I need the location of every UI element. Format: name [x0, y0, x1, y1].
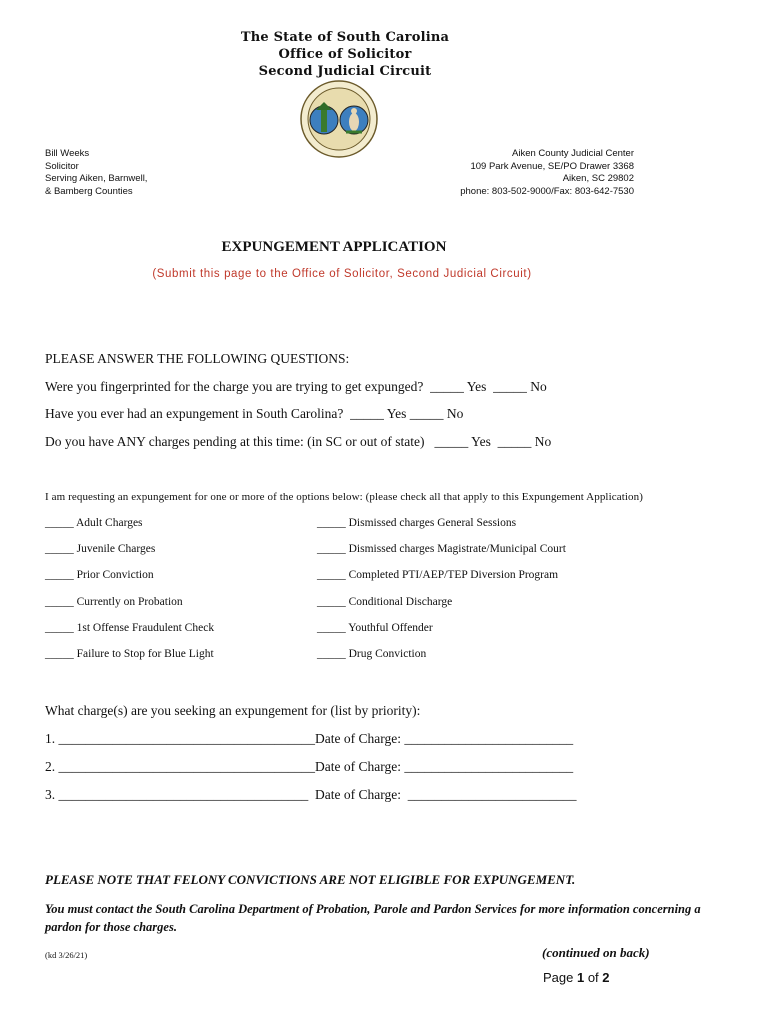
header-circuit: Second Judicial Circuit — [258, 64, 432, 79]
option-dismissed-magistrate[interactable]: _____ Dismissed charges Magistrate/Municipal Court — [317, 543, 566, 555]
page-of: of — [584, 970, 603, 985]
charge-line-3[interactable]: 3. _____________________________________ Date of Charge: _________________________ — [45, 787, 577, 802]
solicitor-serving: Serving Aiken, Barnwell, — [45, 173, 148, 184]
page-number — [543, 970, 610, 985]
option-on-probation[interactable]: _____ Currently on Probation — [45, 596, 183, 608]
charge-line-2[interactable]: 2. ______________________________________Date of Charge: _________________________ — [45, 759, 574, 774]
option-diversion-program[interactable]: _____ Completed PTI/AEP/TEP Diversion Program — [317, 569, 559, 581]
office-block — [460, 148, 634, 198]
page-current: 1 — [576, 970, 585, 985]
question-fingerprinted[interactable]: Were you fingerprinted for the charge you are trying to get expunged? _____ Yes _____ No — [45, 379, 547, 394]
questions-heading: PLEASE ANSWER THE FOLLOWING QUESTIONS: — [45, 351, 350, 366]
office-street: 109 Park Avenue, SE/PO Drawer 3368 — [470, 160, 634, 172]
option-conditional-discharge[interactable]: _____ Conditional Discharge — [317, 596, 453, 608]
option-blue-light[interactable]: _____ Failure to Stop for Blue Light — [45, 648, 214, 660]
header-state: The State of South Carolina — [240, 30, 450, 45]
felony-note: PLEASE NOTE THAT FELONY CONVICTIONS ARE NOT ELIGIBLE FOR EXPUNGEMENT. — [45, 872, 576, 887]
options-intro: I am requesting an expungement for one or more of the options below: (please check all that apply to this Expungement Application) — [45, 491, 643, 503]
option-juvenile-charges[interactable]: _____ Juvenile Charges — [45, 543, 156, 555]
office-name: Aiken County Judicial Center — [512, 148, 634, 159]
revision-code: (kd 3/26/21) — [45, 950, 88, 960]
solicitor-title: Solicitor — [45, 160, 79, 172]
pardon-note: You must contact the South Carolina Department of Probation, Parole and Pardon Services for more information concerning a pardon for those charges. — [45, 902, 701, 934]
option-drug-conviction[interactable]: _____ Drug Conviction — [317, 648, 427, 660]
form-title: EXPUNGEMENT APPLICATION — [221, 239, 447, 255]
charges-heading: What charge(s) are you seeking an expungement for (list by priority): — [45, 703, 421, 718]
question-prior-expungement[interactable]: Have you ever had an expungement in South Carolina? _____ Yes _____ No — [45, 406, 464, 421]
option-dismissed-general-sessions[interactable]: _____ Dismissed charges General Sessions — [317, 517, 517, 529]
office-city: Aiken, SC 29802 — [562, 173, 634, 184]
solicitor-block — [45, 148, 147, 198]
option-youthful-offender[interactable]: _____ Youthful Offender — [317, 622, 433, 634]
charge-line-1[interactable]: 1. ______________________________________Date of Charge: _________________________ — [45, 731, 574, 746]
state-seal-icon — [300, 80, 378, 158]
option-prior-conviction[interactable]: _____ Prior Conviction — [45, 569, 154, 581]
solicitor-counties: & Bamberg Counties — [45, 185, 133, 197]
header-office: Office of Solicitor — [278, 47, 412, 62]
option-adult-charges[interactable]: _____ Adult Charges — [45, 517, 143, 529]
option-fraudulent-check[interactable]: _____ 1st Offense Fraudulent Check — [45, 622, 215, 634]
solicitor-name: Bill Weeks — [45, 148, 90, 159]
office-phone: phone: 803-502-9000/Fax: 803-642-7530 — [460, 185, 634, 197]
page-prefix: Page — [543, 970, 577, 985]
continued-note: (continued on back) — [542, 945, 650, 960]
question-pending-charges[interactable]: Do you have ANY charges pending at this time: (in SC or out of state) _____ Yes _____ No — [45, 434, 552, 449]
page-total: 2 — [602, 970, 610, 985]
form-subtitle: (Submit this page to the Office of Solicitor, Second Judicial Circuit) — [152, 268, 532, 280]
